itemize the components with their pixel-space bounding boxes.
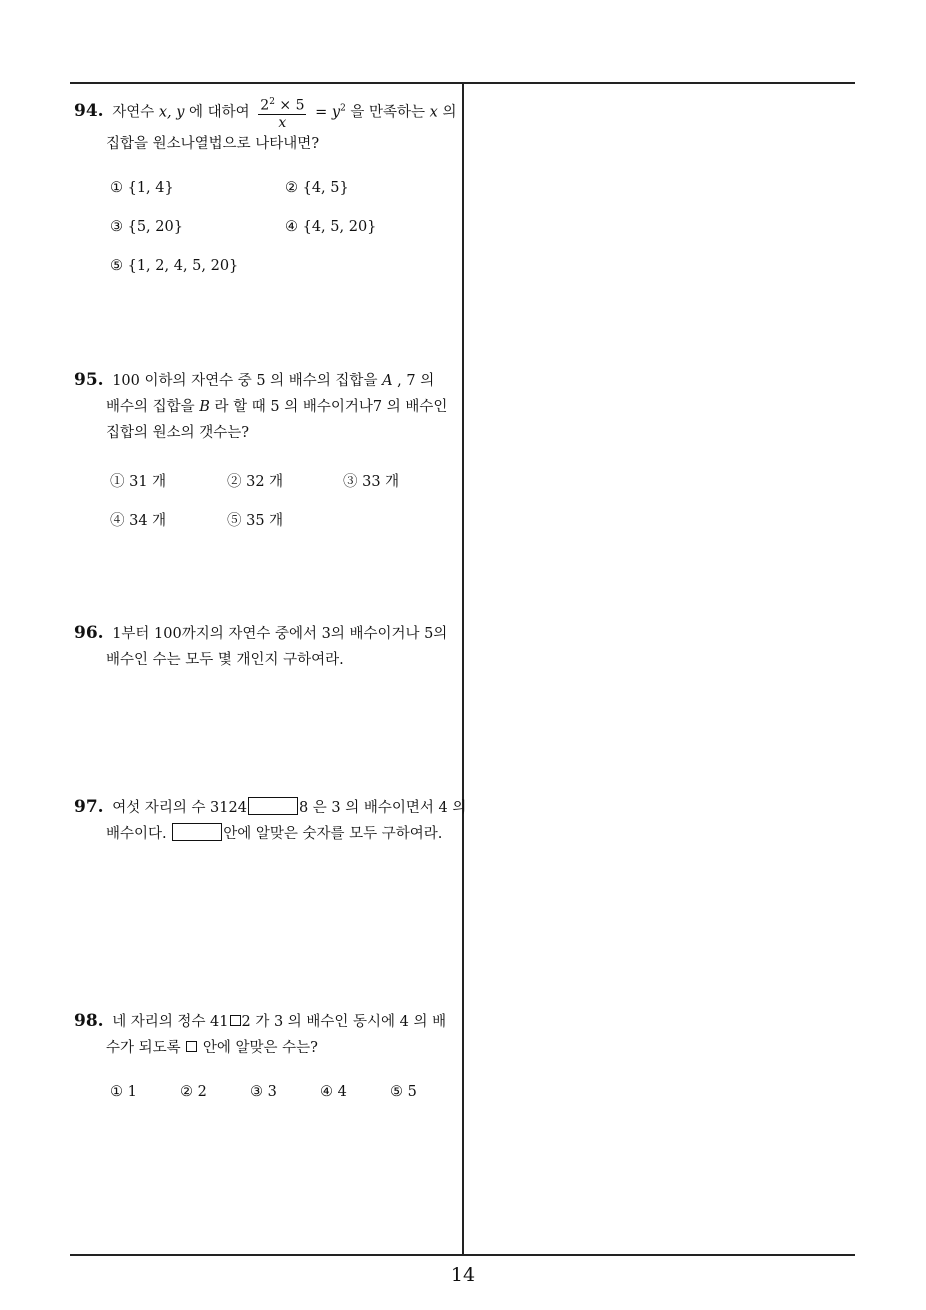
problem-97-line-1 [74, 794, 467, 821]
fraction-denominator: x [278, 114, 287, 131]
text: 2 가 3 의 배수인 동시에 4 의 배 [241, 1014, 447, 1030]
problem-96 [74, 620, 458, 673]
text: 안에 알맞은 숫자를 모두 구하여라. [223, 826, 443, 842]
math-exponent: 2 [269, 97, 275, 107]
problem-94-line-1 [74, 94, 458, 131]
blank-square [186, 1041, 197, 1052]
problem-96-line-1 [74, 620, 458, 647]
choice-4[interactable]: ④ 4 [320, 1084, 347, 1100]
math-var: B [199, 399, 210, 415]
text: 수가 되도록 [106, 1040, 181, 1056]
problem-number: 94. [74, 101, 104, 122]
math-var: A [382, 373, 393, 389]
text: 자연수 [112, 104, 155, 121]
choice-3[interactable]: ③ 3 [250, 1084, 277, 1100]
text: 1부터 100까지의 자연수 중에서 3의 배수이거나 5의 [112, 626, 448, 642]
problem-number: 97. [74, 797, 104, 817]
problem-number: 95. [74, 370, 104, 390]
problem-95-line-2 [74, 394, 458, 420]
text: 을 만족하는 [350, 104, 426, 121]
fraction-numerator [258, 94, 306, 115]
text: 에 대하여 [189, 104, 250, 121]
math-base: 2 [260, 97, 270, 114]
text: 100 이하의 자연수 중 5 의 배수의 집합을 [112, 373, 378, 389]
choice-3[interactable]: ③ 33 개 [343, 474, 400, 490]
problem-94-line-2: 집합을 원소나열법으로 나타내면? [106, 135, 320, 152]
problem-96-line-2: 배수인 수는 모두 몇 개인지 구하여라. [106, 652, 344, 668]
choice-1[interactable]: ① 1 [110, 1084, 137, 1100]
math-exponent: 2 [340, 103, 346, 114]
text: 배수이다. [106, 826, 167, 842]
page-number: 14 [450, 1264, 476, 1286]
problem-94 [74, 94, 458, 157]
math-var: y [331, 104, 341, 121]
text: 라 할 때 5 의 배수이거나7 의 배수인 [214, 399, 448, 415]
text: , 7 의 [397, 373, 435, 389]
choice-5[interactable]: ⑤ {1, 2, 4, 5, 20} [110, 258, 239, 274]
bottom-rule [70, 1254, 855, 1256]
problem-98 [74, 1008, 458, 1061]
text: 네 자리의 정수 41 [112, 1014, 229, 1030]
choice-4[interactable]: ④ 34 개 [110, 513, 167, 529]
text: 안에 알맞은 수는? [202, 1040, 318, 1056]
choice-2[interactable]: ② {4, 5} [285, 180, 349, 196]
math-eq: = [315, 104, 332, 121]
choice-1[interactable]: ① 31 개 [110, 474, 167, 490]
choice-5[interactable]: ⑤ 5 [390, 1084, 417, 1100]
text: 8 은 3 의 배수이면서 4 의 [298, 800, 467, 816]
problem-95 [74, 367, 458, 446]
problem-number: 96. [74, 623, 104, 643]
text: 여섯 자리의 수 3124 [112, 800, 247, 816]
math-var: x, y [158, 104, 185, 121]
choice-5[interactable]: ⑤ 35 개 [227, 513, 284, 529]
text: 배수의 집합을 [106, 399, 195, 415]
fraction [258, 94, 306, 131]
problem-98-line-1 [74, 1008, 458, 1035]
problem-98-line-2 [74, 1035, 458, 1061]
math-var: x [429, 104, 438, 121]
problem-95-line-1 [74, 367, 458, 394]
problem-number: 98. [74, 1011, 104, 1031]
problem-97 [74, 794, 467, 847]
problem-97-line-2 [74, 821, 458, 847]
answer-blank-box [172, 823, 222, 841]
answer-blank-box [248, 797, 298, 815]
problem-95-line-3: 집합의 원소의 갯수는? [106, 425, 250, 441]
choice-2[interactable]: ② 2 [180, 1084, 207, 1100]
text: 의 [442, 104, 457, 121]
choice-1[interactable]: ① {1, 4} [110, 180, 174, 196]
blank-square [230, 1015, 241, 1026]
choice-3[interactable]: ③ {5, 20} [110, 219, 183, 235]
math-text: × 5 [279, 97, 305, 114]
choice-4[interactable]: ④ {4, 5, 20} [285, 219, 377, 235]
choice-2[interactable]: ② 32 개 [227, 474, 284, 490]
column-divider [462, 82, 464, 1256]
